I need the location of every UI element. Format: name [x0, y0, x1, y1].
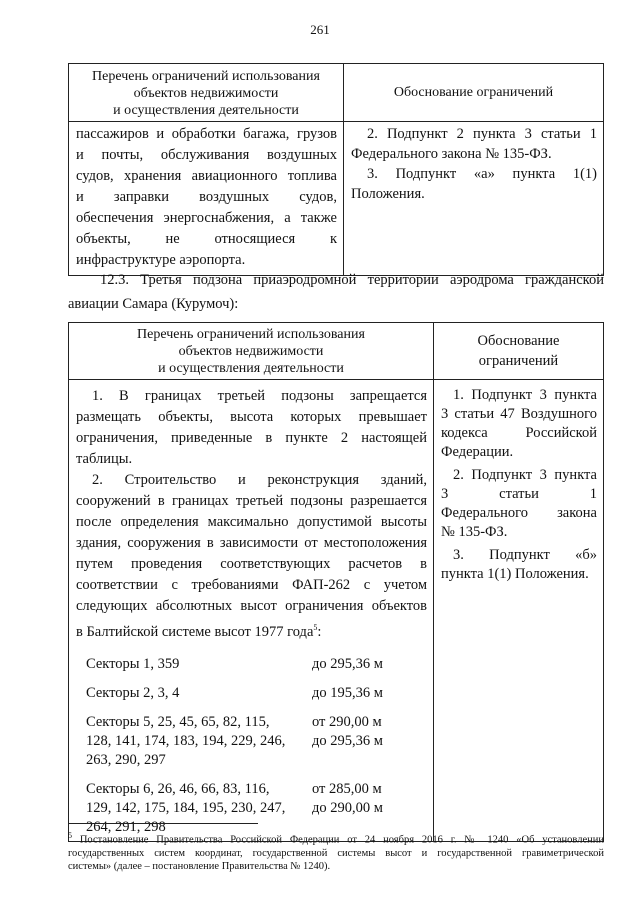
text-line: ограничения, приведенные в пункте 2 настоящей	[76, 430, 427, 446]
text-line: сооружений в границах третьей подзоны разрешается	[76, 493, 427, 509]
text-line: 2. Строительство и реконструкция зданий,	[92, 472, 427, 488]
footnote-line	[68, 829, 604, 847]
text-line: и почты, обслуживания воздушных	[76, 147, 337, 163]
header-cell-justification	[434, 323, 604, 380]
section-paragraph	[68, 268, 604, 316]
text-line: Федерального закона № 135-ФЗ.	[351, 146, 552, 162]
sector-line: 263, 290, 297	[86, 751, 166, 768]
text-line: кодекса Российской	[441, 425, 597, 441]
table-header-row	[69, 64, 604, 122]
text-line: судов, хранения авиационного топлива	[76, 168, 337, 184]
footnote-line: государственных систем координат, государственной системы высот и государственной гравиметрической	[68, 847, 604, 859]
text-line: 2. Подпункт 2 пункта 3 статьи 1	[367, 126, 597, 142]
text-line: здания, сооружения в зависимости от местоположения	[76, 535, 427, 551]
text-line: обеспечения энергоснабжения, а также	[76, 210, 337, 226]
header-line: объектов недвижимости	[133, 86, 279, 101]
text-line: после определения максимально допустимой высоты	[76, 514, 427, 530]
table-row	[69, 122, 604, 276]
header-line: и осуществления деятельности	[158, 360, 344, 376]
restrictions-table-continued	[68, 63, 604, 276]
justification-cell	[434, 380, 604, 842]
text-line: объекты, не относящиеся к	[76, 231, 337, 247]
text-span: в Балтийской системе высот 1977 года	[76, 623, 314, 640]
height-line: до 295,36 м	[312, 732, 383, 749]
text-line: пункта 1(1) Положения.	[441, 566, 589, 582]
header-line: Обоснование	[477, 333, 560, 349]
text-line: инфраструктуре аэропорта.	[76, 252, 246, 268]
sector-line: Секторы 5, 25, 45, 65, 82, 115,	[86, 713, 270, 730]
footnote-reference: 5	[313, 623, 318, 632]
table-header-row	[69, 323, 604, 380]
height-line: от 285,00 м	[312, 780, 382, 797]
header-line: объектов недвижимости	[178, 343, 324, 359]
height-line: до 290,00 м	[312, 799, 383, 816]
sector-names	[86, 655, 312, 674]
sector-height	[312, 655, 422, 674]
text-line	[76, 617, 427, 643]
text-line: 2. Подпункт 3 пункта	[453, 467, 597, 483]
sector-row	[86, 713, 427, 770]
text-line: и заправки воздушных судов,	[76, 189, 337, 205]
header-line: Перечень ограничений использования	[92, 69, 320, 84]
sector-height	[312, 713, 422, 770]
footnote-marker: 5	[68, 831, 72, 840]
sectors-list	[76, 655, 427, 837]
header-cell-restrictions	[69, 323, 434, 380]
text-line: 1. Подпункт 3 пункта	[453, 387, 597, 403]
sector-row	[86, 684, 427, 703]
page-number: 261	[310, 22, 330, 37]
header-line: Перечень ограничений использования	[137, 326, 365, 342]
text-line: 3. Подпункт «а» пункта 1(1)	[367, 166, 597, 182]
text-line: размещать объекты, высота которых превышает	[76, 409, 427, 425]
sector-names	[86, 713, 312, 770]
text-line: таблицы.	[76, 451, 133, 467]
text-line: 3 статьи 1	[441, 486, 597, 502]
restrictions-cell	[69, 380, 434, 842]
footnote	[68, 829, 604, 873]
text-line: 3. Подпункт «б»	[453, 547, 597, 563]
sector-line: 129, 142, 175, 184, 195, 230, 247,	[86, 799, 286, 816]
text-line: пассажиров и обработки багажа, грузов	[76, 126, 337, 142]
footnote-text: Постановление Правительства Российской Федерации от 24 ноября 2016 г. № 1240 «Об установлении	[79, 834, 604, 846]
text-line: путем проведения соответствующих расчетов в	[76, 556, 427, 572]
height-line: до 195,36 м	[312, 684, 383, 701]
sector-names	[86, 684, 312, 703]
sector-row	[86, 655, 427, 674]
text-line: 1. В границах третьей подзоны запрещается	[92, 388, 427, 404]
third-subzone-table	[68, 322, 604, 842]
sector-line: 128, 141, 174, 183, 194, 229, 246,	[86, 732, 286, 749]
sector-line: Секторы 6, 26, 46, 66, 83, 116,	[86, 780, 270, 797]
text-span: :	[317, 623, 322, 640]
paragraph-line	[68, 268, 604, 292]
sector-line: 264, 291, 298	[86, 818, 166, 835]
justification-cell	[344, 122, 604, 276]
sector-height	[312, 684, 422, 703]
header-cell-justification: Обоснование ограничений	[344, 64, 604, 122]
height-line: до 295,36 м	[312, 655, 383, 672]
text-line: 3 статьи 47 Воздушного	[441, 406, 597, 422]
header-cell-restrictions	[69, 64, 344, 122]
text-line: № 135-ФЗ.	[441, 524, 508, 540]
text-line: следующих абсолютных высот ограничения объектов	[76, 598, 427, 614]
footnote-separator	[68, 823, 258, 824]
restrictions-cell	[69, 122, 344, 276]
text-line: Положения.	[351, 186, 425, 202]
paragraph-text: 12.3. Третья подзона приаэродромной территории аэродрома гражданской	[100, 272, 604, 288]
sector-line: Секторы 2, 3, 4	[86, 684, 180, 701]
text-line: соответствии с требованиями ФАП-262 с учетом	[76, 577, 427, 593]
header-line: ограничений	[478, 353, 559, 369]
text-line: Федерации.	[441, 444, 514, 460]
table-row	[69, 380, 604, 842]
height-line: от 290,00 м	[312, 713, 382, 730]
sector-line: Секторы 1, 359	[86, 655, 180, 672]
text-line: Федерального закона	[441, 505, 597, 521]
header-line: и осуществления деятельности	[113, 103, 299, 118]
paragraph-line: авиации Самара (Курумоч):	[68, 296, 239, 312]
footnote-line: системы» (далее – постановление Правительства № 1240).	[68, 860, 331, 872]
